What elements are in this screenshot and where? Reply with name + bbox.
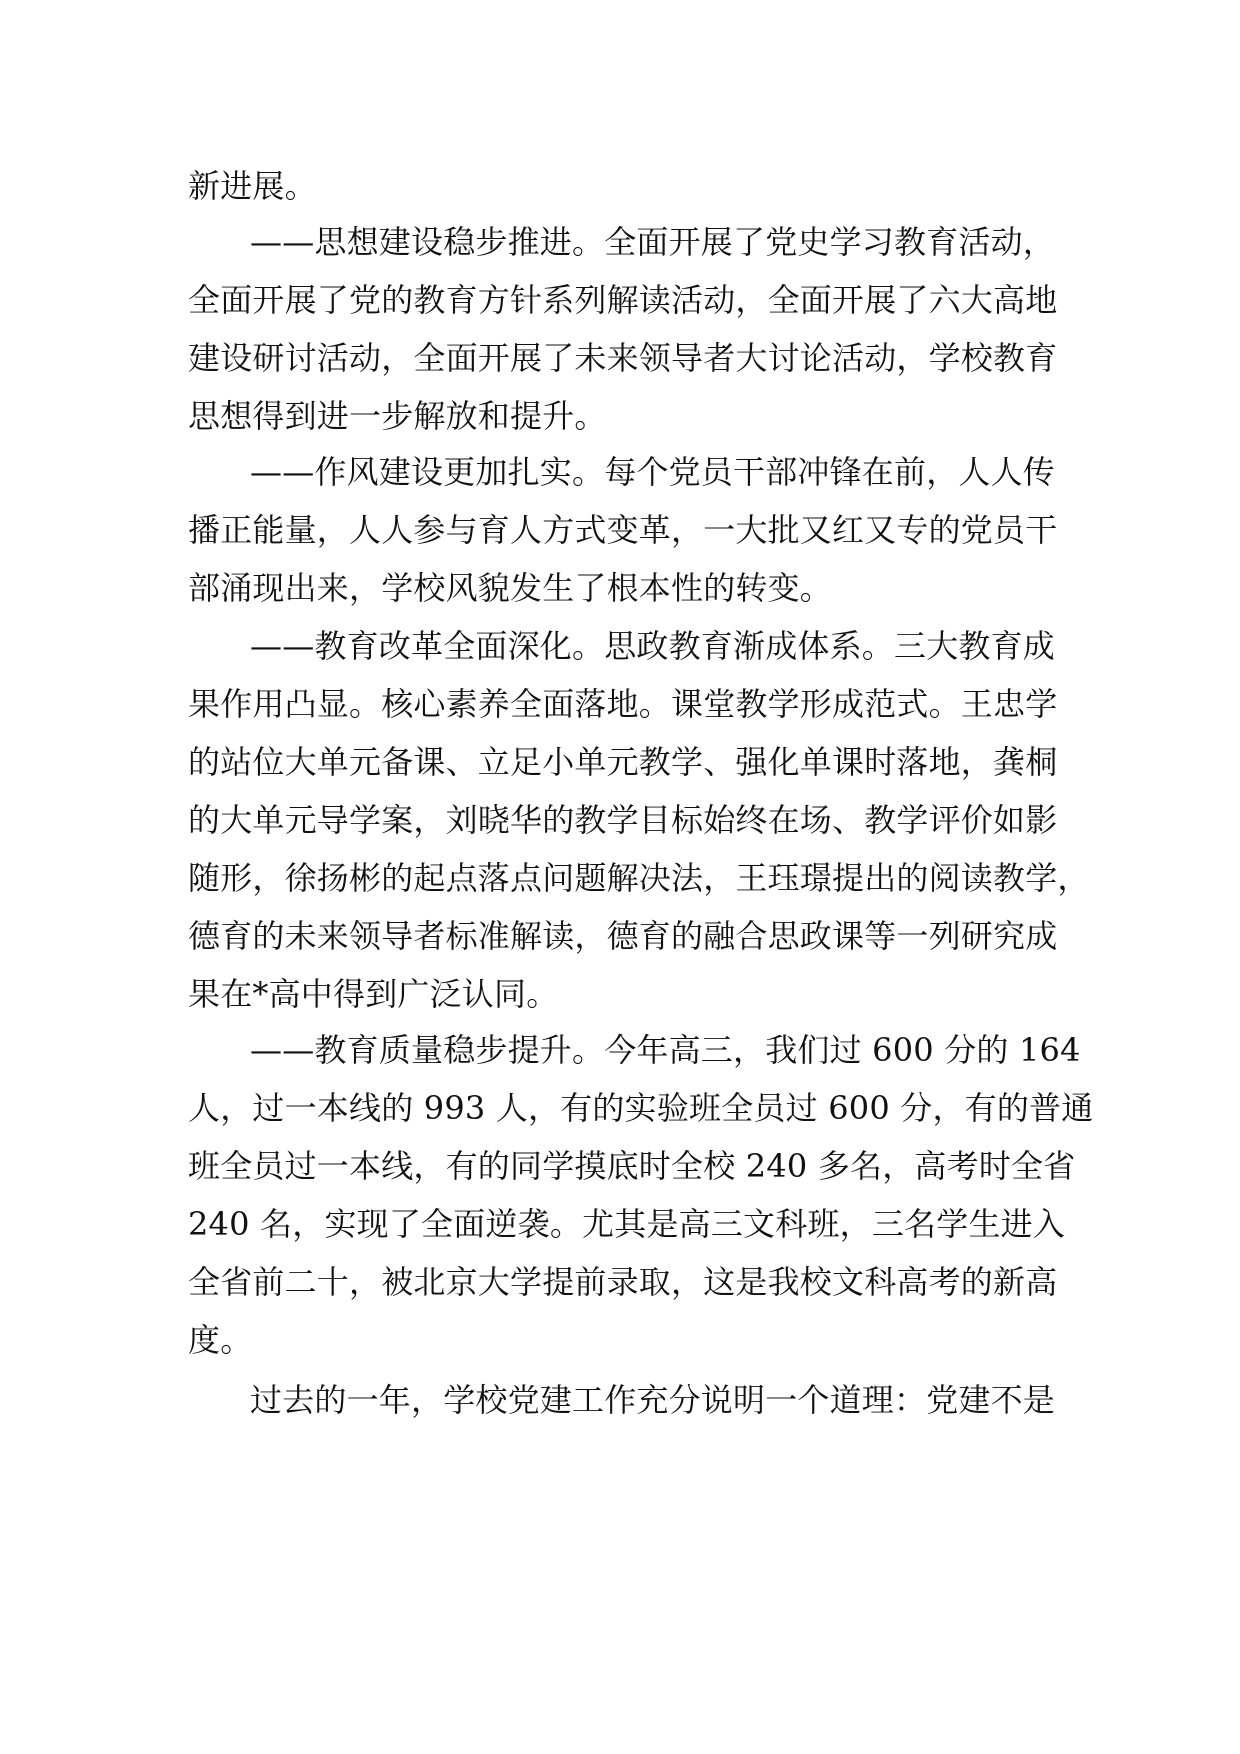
text-line: 果作用凸显。核心素养全面落地。课堂教学形成范式。王忠学	[188, 685, 1058, 723]
text-line: 建设研讨活动，全面开展了未来领导者大讨论活动，学校教育	[188, 339, 1058, 377]
text-line: 随形，徐扬彬的起点落点问题解决法，王珏璟提出的阅读教学，	[188, 859, 1090, 897]
paragraph-education-quality-line-1: ——教育质量稳步提升。今年高三，我们过 600 分的 164	[250, 1031, 1081, 1069]
text-line: 全面开展了党的教育方针系列解读活动，全面开展了六大高地	[188, 281, 1058, 319]
text-line: 思想得到进一步解放和提升。	[188, 397, 607, 435]
text-line: 人，过一本线的 993 人，有的实验班全员过 600 分，有的普通	[188, 1089, 1094, 1127]
text-line: 部涌现出来，学校风貌发生了根本性的转变。	[188, 569, 833, 607]
text-line: 班全员过一本线，有的同学摸底时全校 240 多名，高考时全省	[188, 1147, 1076, 1185]
text-line: 的站位大单元备课、立足小单元教学、强化单课时落地，龚桐	[188, 743, 1058, 781]
text-line: 播正能量，人人参与育人方式变革，一大批又红又专的党员干	[188, 511, 1058, 549]
paragraph-style-building-line-1: ——作风建设更加扎实。每个党员干部冲锋在前，人人传	[250, 453, 1056, 491]
text-line: 德育的未来领导者标准解读，德育的融合思政课等一列研究成	[188, 917, 1058, 955]
paragraph-education-reform-line-1: ——教育改革全面深化。思政教育渐成体系。三大教育成	[250, 627, 1056, 665]
paragraph-thought-building-line-1: ——思想建设稳步推进。全面开展了党史学习教育活动，	[250, 223, 1056, 261]
paragraph-summary-line-1: 过去的一年，学校党建工作充分说明一个道理：党建不是	[250, 1381, 1056, 1419]
text-line: 全省前二十，被北京大学提前录取，这是我校文科高考的新高	[188, 1263, 1058, 1301]
text-line: 240 名，实现了全面逆袭。尤其是高三文科班，三名学生进入	[188, 1205, 1066, 1243]
text-line: 度。	[188, 1321, 253, 1359]
text-line: 的大单元导学案，刘晓华的教学目标始终在场、教学评价如影	[188, 801, 1058, 839]
text-line: 果在*高中得到广泛认同。	[188, 975, 559, 1013]
text-line: 新进展。	[188, 167, 317, 205]
